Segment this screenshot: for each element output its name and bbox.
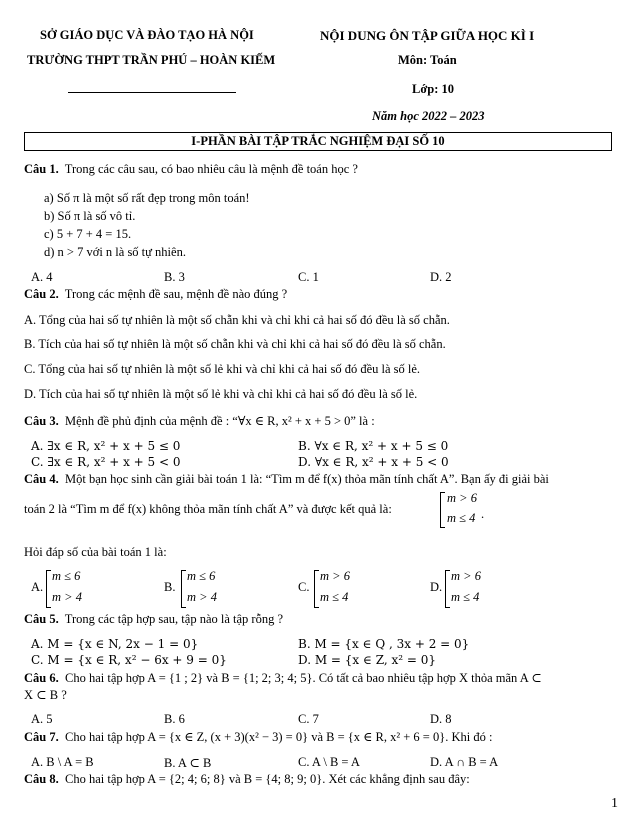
question-label: Câu 5. bbox=[24, 612, 59, 626]
q1-item-a: a) Số π là một số rất đẹp trong môn toán! bbox=[44, 191, 250, 205]
section-banner bbox=[24, 132, 612, 151]
q7-option-c: C. A \ B = A bbox=[298, 755, 360, 769]
question-1 bbox=[24, 162, 358, 177]
q1-item-d: d) n > 7 với n là số tự nhiên. bbox=[44, 245, 186, 259]
q7-option-b: B. A ⊂ B bbox=[164, 756, 212, 770]
q5-option-b: B. M = {x ∈ Q , 3x + 2 = 0} bbox=[298, 637, 470, 651]
q1-option-d: D. 2 bbox=[430, 270, 452, 284]
question-label: Câu 4. bbox=[24, 472, 59, 486]
q7-option-d: D. A ∩ B = A bbox=[430, 755, 499, 769]
q3-option-d: D. ∀x ∈ R, x² + x + 5 < 0 bbox=[298, 455, 449, 469]
q5-option-c: C. M = {x ∈ R, x² − 6x + 9 = 0} bbox=[31, 653, 227, 667]
q4-system-top: m > 6 bbox=[447, 491, 477, 505]
q2-option-a: A. Tổng của hai số tự nhiên là một số chẵn khi và chỉ khi cả hai số đó đều là số chẵn. bbox=[24, 313, 450, 327]
question-label: Câu 7. bbox=[24, 730, 59, 744]
grade: Lớp: 10 bbox=[412, 82, 454, 96]
school-name: TRƯỜNG THPT TRẦN PHÚ – HOÀN KIẾM bbox=[27, 53, 276, 67]
question-text: Cho hai tập hợp A = {x ∈ Z, (x + 3)(x² − 3) = 0} và B = {x ∈ R, x² + 6 = 0}. Khi đó : bbox=[64, 730, 493, 744]
header-underline bbox=[68, 92, 236, 93]
question-2 bbox=[24, 287, 287, 302]
q3-option-a: A. ∃x ∈ R, x² + x + 5 ≤ 0 bbox=[31, 439, 181, 453]
doc-title: NỘI DUNG ÔN TẬP GIỮA HỌC KÌ I bbox=[320, 28, 535, 43]
q4-line-2: toán 2 là “Tìm m để f(x) không thỏa mãn tính chất A” và được kết quả là: bbox=[24, 502, 392, 516]
question-text: Cho hai tập hợp A = {1 ; 2} và B = {1; 2; 3; 4; 5}. Có tất cả bao nhiêu tập hợp X thỏa mãn A ⊂ bbox=[64, 671, 542, 685]
dept-name: SỞ GIÁO DỤC VÀ ĐÀO TẠO HÀ NỘI bbox=[40, 28, 254, 42]
question-5 bbox=[24, 612, 283, 627]
section-title: I-PHẦN BÀI TẬP TRẮC NGHIỆM ĐẠI SỐ 10 bbox=[191, 134, 445, 148]
q5-option-a: A. M = {x ∈ N, 2x − 1 = 0} bbox=[31, 637, 199, 651]
q4-question: Hỏi đáp số của bài toán 1 là: bbox=[24, 545, 167, 559]
school-year: Năm học 2022 – 2023 bbox=[372, 109, 485, 123]
q6-option-b: B. 6 bbox=[164, 712, 185, 726]
question-text: Trong các câu sau, có bao nhiêu câu là mệnh đề toán học ? bbox=[64, 162, 358, 176]
q2-option-b: B. Tích của hai số tự nhiên là một số chẵn khi và chỉ khi cả hai số đó đều là số chẵn. bbox=[24, 337, 446, 351]
question-4 bbox=[24, 472, 549, 487]
q6-option-d: D. 8 bbox=[430, 712, 452, 726]
q3-option-b: B. ∀x ∈ R, x² + x + 5 ≤ 0 bbox=[298, 439, 449, 453]
q6-option-c: C. 7 bbox=[298, 712, 319, 726]
question-label: Câu 3. bbox=[24, 414, 59, 428]
question-text: Trong các mệnh đề sau, mệnh đề nào đúng ? bbox=[64, 287, 288, 301]
page-number: 1 bbox=[611, 796, 618, 811]
question-label: Câu 8. bbox=[24, 772, 59, 786]
q6-line-2: X ⊂ B ? bbox=[24, 688, 67, 702]
q4-period: . bbox=[481, 507, 485, 521]
question-label: Câu 1. bbox=[24, 162, 59, 176]
question-3 bbox=[24, 413, 375, 429]
document-page: SỞ GIÁO DỤC VÀ ĐÀO TẠO HÀ NỘI TRƯỜNG THPT TRẦN PHÚ – HOÀN KIẾM NỘI DUNG ÔN TẬP GIỮA HỌC KÌ I Môn: Toán Lớp: 10 Năm học 2022 – 2023 I-PHẦN BÀI TẬP TRẮC NGHIỆM ĐẠI SỐ 10 Câu 1. Trong các câu sau, có bao nhiêu câu là mệnh đề toán học ? a) Số π là một số rất đẹp trong môn toán! b) Số π là số vô tỉ. c) 5 + 7 + 4 = 15. d) n > 7 với n là số tự nhiên. A. 4 B. 3 C. 1 D. 2 Câu 2. Trong các mệnh đề sau, mệnh đề nào đúng ? A. Tổng của hai số tự nhiên là một số chẵn khi và chỉ khi cả hai số đó đều là số chẵn. B. Tích của hai số tự nhiên là một số chẵn khi và chỉ khi cả hai số đó đều là số chẵn. C. Tổng của hai số tự nhiên là một số lẻ khi và chỉ khi cả hai số đó đều là số lẻ. D. Tích của hai số tự nhiên là một số lẻ khi và chỉ khi cả hai số đó đều là số lẻ. Câu 3. Mệnh đề phủ định của mệnh đề : “∀x ∈ R, x² + x + 5 > 0” là : A. ∃x ∈ R, x² + x + 5 ≤ 0 B. ∀x ∈ R, x² + x + 5 ≤ 0 C. ∃x ∈ R, x² + x + 5 < 0 D. ∀x ∈ R, x² + x + 5 < 0 Câu 4. Một bạn học sinh cần giải bài toán 1 là: “Tìm m để f(x) thỏa mãn tính chất A”. Bạn ấy đi giải bài toán 2 là “Tìm m để f(x) không thỏa mãn tính chất A” và được kết quả là: m > 6 m ≤ 4 . Hỏi đáp số của bài toán 1 là: A. m ≤ 6 m > 4 B. m ≤ 6 m > 4 C. m > 6 m ≤ 4 D. m > 6 m ≤ 4 Câu 5. Trong các tập hợp sau, tập nào là tập rỗng ? A. M = {x ∈ N, 2x − 1 = 0} B. M = {x ∈ Q , 3x + 2 = 0} C. M = {x ∈ R, x² − 6x + 9 = 0} D. M = {x ∈ Z, x² = 0} Câu 6. Cho hai tập hợp A = {1 ; 2} và B = {1; 2; 3; 4; 5}. Có tất cả bao nhiêu tập hợp X thỏa mãn A ⊂ X ⊂ B ? A. 5 B. 6 C. 7 D. 8 Câu 7. Cho hai tập hợp A = {x ∈ Z, (x + 3)(x² − 3) = 0} và B = {x ∈ R, x² + 6 = 0}. Khi đó : A. B \ A = B B. A ⊂ B C. A \ B = A D. A ∩ B = A Câu 8. Cho hai tập hợp A = {2; 4; 6; 8} và B = {4; 8; 9; 0}. Xét các khẳng định sau đây: 1 bbox=[24, 28, 618, 811]
q1-item-b: b) Số π là số vô tỉ. bbox=[44, 209, 136, 223]
question-7 bbox=[24, 729, 492, 745]
q1-item-c: c) 5 + 7 + 4 = 15. bbox=[44, 227, 132, 241]
q1-option-c: C. 1 bbox=[298, 270, 319, 284]
question-8 bbox=[24, 772, 470, 787]
question-text: Một bạn học sinh cần giải bài toán 1 là: “Tìm m để f(x) thỏa mãn tính chất A”. Bạn ấy đi giải bài bbox=[64, 472, 549, 486]
subject: Môn: Toán bbox=[398, 53, 457, 67]
question-label: Câu 6. bbox=[24, 671, 59, 685]
question-text: Trong các tập hợp sau, tập nào là tập rỗng ? bbox=[64, 612, 284, 626]
question-text: Mệnh đề phủ định của mệnh đề : “∀x ∈ R, x² + x + 5 > 0” là : bbox=[64, 414, 375, 428]
question-6 bbox=[24, 670, 542, 686]
question-text: Cho hai tập hợp A = {2; 4; 6; 8} và B = {4; 8; 9; 0}. Xét các khẳng định sau đây: bbox=[64, 772, 470, 786]
q2-option-c: C. Tổng của hai số tự nhiên là một số lẻ khi và chỉ khi cả hai số đó đều là số lẻ. bbox=[24, 362, 421, 376]
q7-option-a: A. B \ A = B bbox=[31, 755, 94, 769]
q1-option-a: A. 4 bbox=[31, 270, 53, 284]
q1-option-b: B. 3 bbox=[164, 270, 185, 284]
q6-option-a: A. 5 bbox=[31, 712, 53, 726]
q5-option-d: D. M = {x ∈ Z, x² = 0} bbox=[298, 653, 436, 667]
q4-system-bottom: m ≤ 4 bbox=[447, 511, 476, 525]
system-brace bbox=[440, 492, 445, 528]
question-label: Câu 2. bbox=[24, 287, 59, 301]
q3-option-c: C. ∃x ∈ R, x² + x + 5 < 0 bbox=[31, 455, 181, 469]
q2-option-d: D. Tích của hai số tự nhiên là một số lẻ khi và chỉ khi cả hai số đó đều là số lẻ. bbox=[24, 387, 418, 401]
